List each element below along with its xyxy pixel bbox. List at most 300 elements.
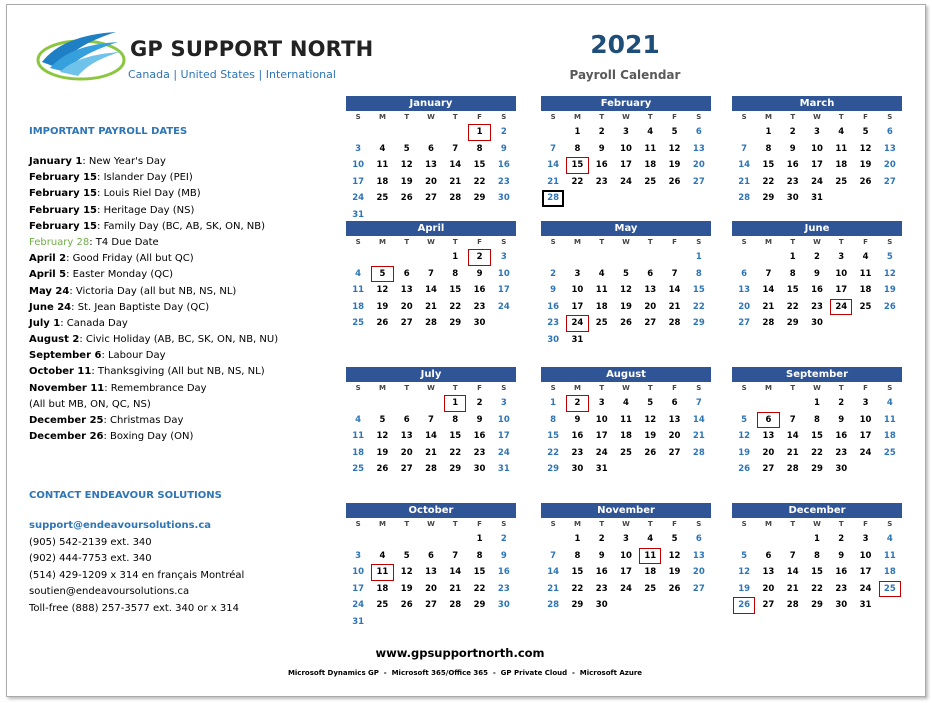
day-cell: 19 xyxy=(859,160,872,171)
empty-day-cell xyxy=(419,124,443,141)
weekday-label: F xyxy=(863,113,868,121)
day-cell: 20 xyxy=(668,431,681,442)
empty-day-cell xyxy=(756,249,780,266)
day-cell: 1 xyxy=(814,398,820,408)
empty-day-cell xyxy=(662,597,686,614)
empty-day-cell xyxy=(346,395,370,412)
day-cell: 25 xyxy=(352,464,365,475)
contact-heading: CONTACT ENDEAVOUR SOLUTIONS xyxy=(29,490,222,501)
day-cell: 28 xyxy=(762,318,775,329)
important-date-date: September 6 xyxy=(29,350,102,362)
day-cell: 30 xyxy=(497,193,510,204)
day-cell: 21 xyxy=(692,431,705,442)
day-cell: 30 xyxy=(473,464,486,475)
day-cell: 17 xyxy=(835,285,848,296)
day-cell: 15 xyxy=(473,567,486,578)
empty-day-cell xyxy=(732,124,756,141)
day-cell: 12 xyxy=(400,160,413,171)
day-cell: 30 xyxy=(473,318,486,329)
day-cell: 14 xyxy=(425,285,437,296)
weekday-label: T xyxy=(452,238,458,246)
day-cell: 15 xyxy=(811,431,823,442)
day-cell: 8 xyxy=(476,550,483,561)
day-cell: 18 xyxy=(352,301,365,312)
t4-due-day-cell: 28 xyxy=(541,190,565,207)
week-row xyxy=(732,597,902,614)
day-cell: 14 xyxy=(668,285,681,296)
day-cell: 27 xyxy=(883,176,896,187)
day-cell: 28 xyxy=(786,600,799,611)
day-cell: 27 xyxy=(762,600,775,611)
day-cell: 10 xyxy=(859,414,872,425)
day-cell: 2 xyxy=(838,398,845,408)
empty-day-cell xyxy=(732,531,756,548)
empty-day-cell xyxy=(443,124,467,141)
month-september xyxy=(732,367,902,478)
weekday-label: T xyxy=(647,520,653,528)
weekday-label: M xyxy=(764,238,772,246)
day-cell: 20 xyxy=(425,583,437,594)
day-cell: 20 xyxy=(644,301,657,312)
empty-day-cell xyxy=(590,190,614,207)
day-cell: 1 xyxy=(574,534,581,544)
day-cell: 20 xyxy=(400,301,413,312)
day-cell: 1 xyxy=(789,252,796,262)
day-cell: 12 xyxy=(859,143,872,154)
important-date-text: : St. Jean Baptiste Day (QC) xyxy=(71,301,210,313)
empty-day-cell xyxy=(853,190,877,207)
empty-day-cell xyxy=(878,190,902,207)
day-cell: 21 xyxy=(762,301,775,312)
week-row xyxy=(346,124,516,141)
day-cell: 22 xyxy=(692,301,705,312)
week-row xyxy=(346,597,516,614)
day-cell: 29 xyxy=(547,464,560,475)
empty-day-cell xyxy=(541,249,565,266)
day-cell: 19 xyxy=(668,160,681,171)
important-date-text: : Heritage Day (NS) xyxy=(97,204,195,216)
product-list: Microsoft Dynamics GP - Microsoft 365/Office 365 - GP Private Cloud - Microsoft Azure xyxy=(287,669,643,677)
week-row xyxy=(541,564,711,581)
day-cell: 12 xyxy=(376,285,389,296)
important-date-text: : Louis Riel Day (MB) xyxy=(97,188,201,200)
weekday-label: S xyxy=(887,238,893,246)
empty-day-cell xyxy=(419,249,443,266)
weekday-label: W xyxy=(622,238,630,246)
day-cell: 15 xyxy=(547,431,560,442)
day-cell: 17 xyxy=(859,567,872,578)
day-cell: 17 xyxy=(571,301,584,312)
day-cell: 14 xyxy=(738,160,751,171)
empty-day-cell xyxy=(614,190,638,207)
day-cell: 22 xyxy=(762,176,775,187)
day-cell: 13 xyxy=(425,160,437,171)
month-february xyxy=(541,96,711,207)
day-cell: 9 xyxy=(598,143,605,154)
month-august xyxy=(541,367,711,478)
empty-day-cell xyxy=(443,531,467,548)
day-cell: 9 xyxy=(838,414,845,425)
day-cell: 30 xyxy=(595,600,608,611)
empty-day-cell xyxy=(467,614,491,631)
weekday-label: F xyxy=(672,238,677,246)
week-row xyxy=(346,564,516,581)
month-title: August xyxy=(541,367,711,382)
day-cell: 31 xyxy=(352,616,365,627)
day-cell: 11 xyxy=(352,285,365,296)
day-cell: 22 xyxy=(449,447,462,458)
important-date-item xyxy=(29,431,278,447)
day-cell: 17 xyxy=(497,431,510,442)
week-row xyxy=(346,157,516,174)
week-row xyxy=(732,445,902,462)
weekday-row xyxy=(346,382,516,395)
day-cell: 4 xyxy=(355,414,362,425)
day-cell: 17 xyxy=(497,285,510,296)
important-date-item xyxy=(29,269,278,285)
day-cell: 18 xyxy=(883,431,896,442)
weekday-label: T xyxy=(599,238,605,246)
day-cell: 18 xyxy=(595,301,608,312)
day-cell: 22 xyxy=(449,301,462,312)
day-cell: 20 xyxy=(738,301,751,312)
empty-day-cell xyxy=(395,249,419,266)
week-row xyxy=(732,282,902,299)
week-row xyxy=(346,299,516,316)
day-cell: 3 xyxy=(355,143,362,154)
day-cell: 25 xyxy=(859,301,872,312)
day-cell: 22 xyxy=(473,176,486,187)
week-row xyxy=(346,428,516,445)
week-row xyxy=(346,548,516,565)
empty-day-cell xyxy=(614,597,638,614)
day-cell: 30 xyxy=(547,334,560,345)
weekday-label: F xyxy=(477,520,482,528)
day-cell: 25 xyxy=(595,318,608,329)
weekday-label: W xyxy=(427,238,435,246)
weekday-label: S xyxy=(550,384,556,392)
day-cell: 17 xyxy=(595,431,608,442)
weekday-label: T xyxy=(452,384,458,392)
holiday-day-cell: 11 xyxy=(370,564,394,581)
week-row xyxy=(732,249,902,266)
week-row xyxy=(541,266,711,283)
day-cell: 12 xyxy=(668,550,681,561)
week-row xyxy=(541,548,711,565)
day-cell: 23 xyxy=(595,583,608,594)
holiday-day-cell: 26 xyxy=(732,597,756,614)
week-row xyxy=(732,174,902,191)
empty-day-cell xyxy=(395,124,419,141)
day-cell: 21 xyxy=(786,447,799,458)
day-cell: 14 xyxy=(449,160,462,171)
day-cell: 5 xyxy=(379,414,386,425)
weekday-label: F xyxy=(477,384,482,392)
weekday-label: S xyxy=(696,384,702,392)
day-cell: 4 xyxy=(647,534,654,544)
day-cell: 13 xyxy=(692,143,705,154)
day-cell: 18 xyxy=(620,431,632,442)
logo-swoosh-icon xyxy=(36,24,126,82)
week-row xyxy=(346,614,516,631)
contact-line: (514) 429-1209 x 314 en français Montréal xyxy=(29,569,245,581)
weekday-label: T xyxy=(790,520,796,528)
day-cell: 21 xyxy=(668,301,681,312)
day-cell: 13 xyxy=(644,285,657,296)
day-cell: 28 xyxy=(425,464,437,475)
day-cell: 1 xyxy=(452,252,459,262)
day-cell: 20 xyxy=(692,160,705,171)
day-cell: 2 xyxy=(598,127,605,137)
day-cell: 15 xyxy=(473,160,486,171)
day-cell: 13 xyxy=(883,143,896,154)
week-row xyxy=(732,564,902,581)
day-cell: 15 xyxy=(786,285,799,296)
day-cell: 28 xyxy=(449,193,462,204)
day-cell: 24 xyxy=(497,301,510,312)
empty-day-cell xyxy=(395,531,419,548)
day-cell: 17 xyxy=(811,160,823,171)
day-cell: 20 xyxy=(883,160,896,171)
day-cell: 24 xyxy=(859,447,872,458)
day-cell: 4 xyxy=(862,252,869,262)
day-cell: 28 xyxy=(786,464,799,475)
day-cell: 18 xyxy=(352,447,365,458)
day-cell: 8 xyxy=(574,550,581,561)
day-cell: 13 xyxy=(400,285,413,296)
day-cell: 23 xyxy=(547,318,560,329)
day-cell: 11 xyxy=(620,414,632,425)
day-cell: 29 xyxy=(762,193,775,204)
day-cell: 24 xyxy=(859,583,872,594)
day-cell: 10 xyxy=(352,160,365,171)
weekday-label: S xyxy=(355,113,361,121)
week-row xyxy=(732,124,902,141)
day-cell: 13 xyxy=(738,285,751,296)
weekday-label: M xyxy=(573,384,581,392)
day-cell: 14 xyxy=(425,431,437,442)
week-row xyxy=(541,174,711,191)
day-cell: 10 xyxy=(859,550,872,561)
important-date-text: : Victoria Day (all but NB, NS, NL) xyxy=(69,285,237,297)
week-row xyxy=(541,597,711,614)
day-cell: 9 xyxy=(838,550,845,561)
week-row xyxy=(346,461,516,478)
logo xyxy=(36,24,374,86)
day-cell: 26 xyxy=(644,447,657,458)
empty-day-cell xyxy=(732,249,756,266)
day-cell: 19 xyxy=(400,583,413,594)
day-cell: 6 xyxy=(428,143,434,154)
empty-day-cell xyxy=(492,614,516,631)
weekday-label: W xyxy=(813,238,821,246)
important-date-item xyxy=(29,350,278,366)
day-cell: 9 xyxy=(500,143,507,154)
day-cell: 29 xyxy=(473,193,486,204)
day-cell: 8 xyxy=(695,268,702,279)
week-row xyxy=(541,531,711,548)
weekday-row xyxy=(732,111,902,124)
weekday-label: W xyxy=(813,520,821,528)
empty-day-cell xyxy=(662,461,686,478)
day-cell: 26 xyxy=(400,600,413,611)
week-row xyxy=(732,548,902,565)
day-cell: 8 xyxy=(574,143,581,154)
important-date-item xyxy=(29,237,278,253)
month-may xyxy=(541,221,711,349)
day-cell: 31 xyxy=(595,464,608,475)
empty-day-cell xyxy=(853,315,877,332)
contact-line: Toll-free (888) 257-3577 ext. 340 or x 314 xyxy=(29,602,240,614)
day-cell: 23 xyxy=(835,583,848,594)
day-cell: 23 xyxy=(595,176,608,187)
week-row xyxy=(732,315,902,332)
weekday-label: T xyxy=(838,520,844,528)
weekday-label: F xyxy=(672,520,677,528)
week-row xyxy=(346,315,516,332)
day-cell: 3 xyxy=(862,534,869,544)
important-date-text: : Remembrance Day xyxy=(104,382,207,394)
day-cell: 15 xyxy=(811,567,823,578)
important-date-date: February 15 xyxy=(29,220,98,232)
day-cell: 6 xyxy=(765,550,772,561)
weekday-label: F xyxy=(863,238,868,246)
day-cell: 14 xyxy=(547,160,560,171)
weekday-row xyxy=(346,236,516,249)
empty-day-cell xyxy=(419,395,443,412)
day-cell: 5 xyxy=(623,268,629,279)
important-date-text: : Labour Day xyxy=(101,350,166,362)
day-cell: 27 xyxy=(400,318,413,329)
important-dates-heading: IMPORTANT PAYROLL DATES xyxy=(29,126,188,137)
holiday-day-cell: 24 xyxy=(829,299,853,316)
important-date-text: : Canada Day xyxy=(60,317,128,329)
important-date-item xyxy=(29,383,278,399)
day-cell: 12 xyxy=(668,143,681,154)
empty-day-cell xyxy=(878,597,902,614)
day-cell: 30 xyxy=(786,193,799,204)
empty-day-cell xyxy=(370,531,394,548)
empty-day-cell xyxy=(662,332,686,349)
empty-day-cell xyxy=(687,190,711,207)
week-row xyxy=(732,428,902,445)
day-cell: 28 xyxy=(547,600,560,611)
contact-email-link[interactable]: support@endeavoursolutions.ca xyxy=(29,520,211,531)
empty-day-cell xyxy=(756,395,780,412)
week-row xyxy=(541,157,711,174)
day-cell: 6 xyxy=(886,127,893,137)
day-cell: 19 xyxy=(400,176,413,187)
empty-day-cell xyxy=(419,531,443,548)
day-cell: 28 xyxy=(738,193,751,204)
day-cell: 4 xyxy=(886,534,893,544)
day-cell: 9 xyxy=(476,268,483,279)
day-cell: 2 xyxy=(598,534,605,544)
day-cell: 1 xyxy=(476,534,483,544)
important-date-date: February 15 xyxy=(29,172,98,184)
day-cell: 11 xyxy=(883,550,896,561)
day-cell: 7 xyxy=(452,143,459,154)
important-date-item xyxy=(29,302,278,318)
day-cell: 27 xyxy=(738,318,751,329)
day-cell: 20 xyxy=(762,583,775,594)
day-cell: 27 xyxy=(400,464,413,475)
day-cell: 30 xyxy=(571,464,584,475)
day-cell: 7 xyxy=(428,268,434,279)
day-cell: 2 xyxy=(789,127,796,137)
empty-day-cell xyxy=(346,531,370,548)
weekday-label: T xyxy=(404,384,410,392)
day-cell: 27 xyxy=(425,600,437,611)
weekday-label: M xyxy=(764,384,772,392)
weekday-label: S xyxy=(355,384,361,392)
day-cell: 21 xyxy=(425,447,437,458)
day-cell: 13 xyxy=(668,414,681,425)
day-cell: 29 xyxy=(692,318,705,329)
weekday-label: T xyxy=(452,113,458,121)
week-row xyxy=(541,395,711,412)
day-cell: 22 xyxy=(811,583,823,594)
important-date-item xyxy=(29,318,278,334)
weekday-label: T xyxy=(404,238,410,246)
day-cell: 25 xyxy=(352,318,365,329)
empty-day-cell xyxy=(638,249,662,266)
week-row xyxy=(346,581,516,598)
day-cell: 4 xyxy=(838,127,845,137)
week-row xyxy=(541,249,711,266)
day-cell: 21 xyxy=(786,583,799,594)
weekday-label: M xyxy=(573,238,581,246)
day-cell: 26 xyxy=(883,301,896,312)
day-cell: 1 xyxy=(574,127,581,137)
day-cell: 26 xyxy=(859,176,872,187)
day-cell: 2 xyxy=(550,268,557,279)
day-cell: 15 xyxy=(571,567,584,578)
day-cell: 3 xyxy=(500,398,507,408)
important-date-item xyxy=(29,188,278,204)
weekday-label: M xyxy=(378,113,386,121)
week-row xyxy=(541,428,711,445)
day-cell: 8 xyxy=(814,550,820,561)
day-cell: 25 xyxy=(376,600,389,611)
day-cell: 31 xyxy=(811,193,823,204)
day-cell: 10 xyxy=(497,268,510,279)
important-date-date: October 11 xyxy=(29,366,92,378)
weekday-label: W xyxy=(622,384,630,392)
day-cell: 17 xyxy=(352,176,365,187)
weekday-label: T xyxy=(599,520,605,528)
day-cell: 6 xyxy=(647,268,654,279)
day-cell: 3 xyxy=(838,252,845,262)
day-cell: 29 xyxy=(786,318,799,329)
important-date-item xyxy=(29,399,278,415)
website-link[interactable]: www.gpsupportnorth.com xyxy=(375,646,545,660)
important-date-date: February 15 xyxy=(29,188,98,200)
empty-day-cell xyxy=(590,332,614,349)
day-cell: 12 xyxy=(400,567,413,578)
week-row xyxy=(346,249,516,266)
day-cell: 23 xyxy=(786,176,799,187)
day-cell: 21 xyxy=(449,583,462,594)
day-cell: 15 xyxy=(692,285,705,296)
day-cell: 11 xyxy=(595,285,608,296)
month-title: November xyxy=(541,503,711,518)
weekday-label: S xyxy=(887,113,893,121)
empty-day-cell xyxy=(370,249,394,266)
empty-day-cell xyxy=(687,461,711,478)
important-date-item xyxy=(29,205,278,221)
day-cell: 28 xyxy=(692,447,705,458)
